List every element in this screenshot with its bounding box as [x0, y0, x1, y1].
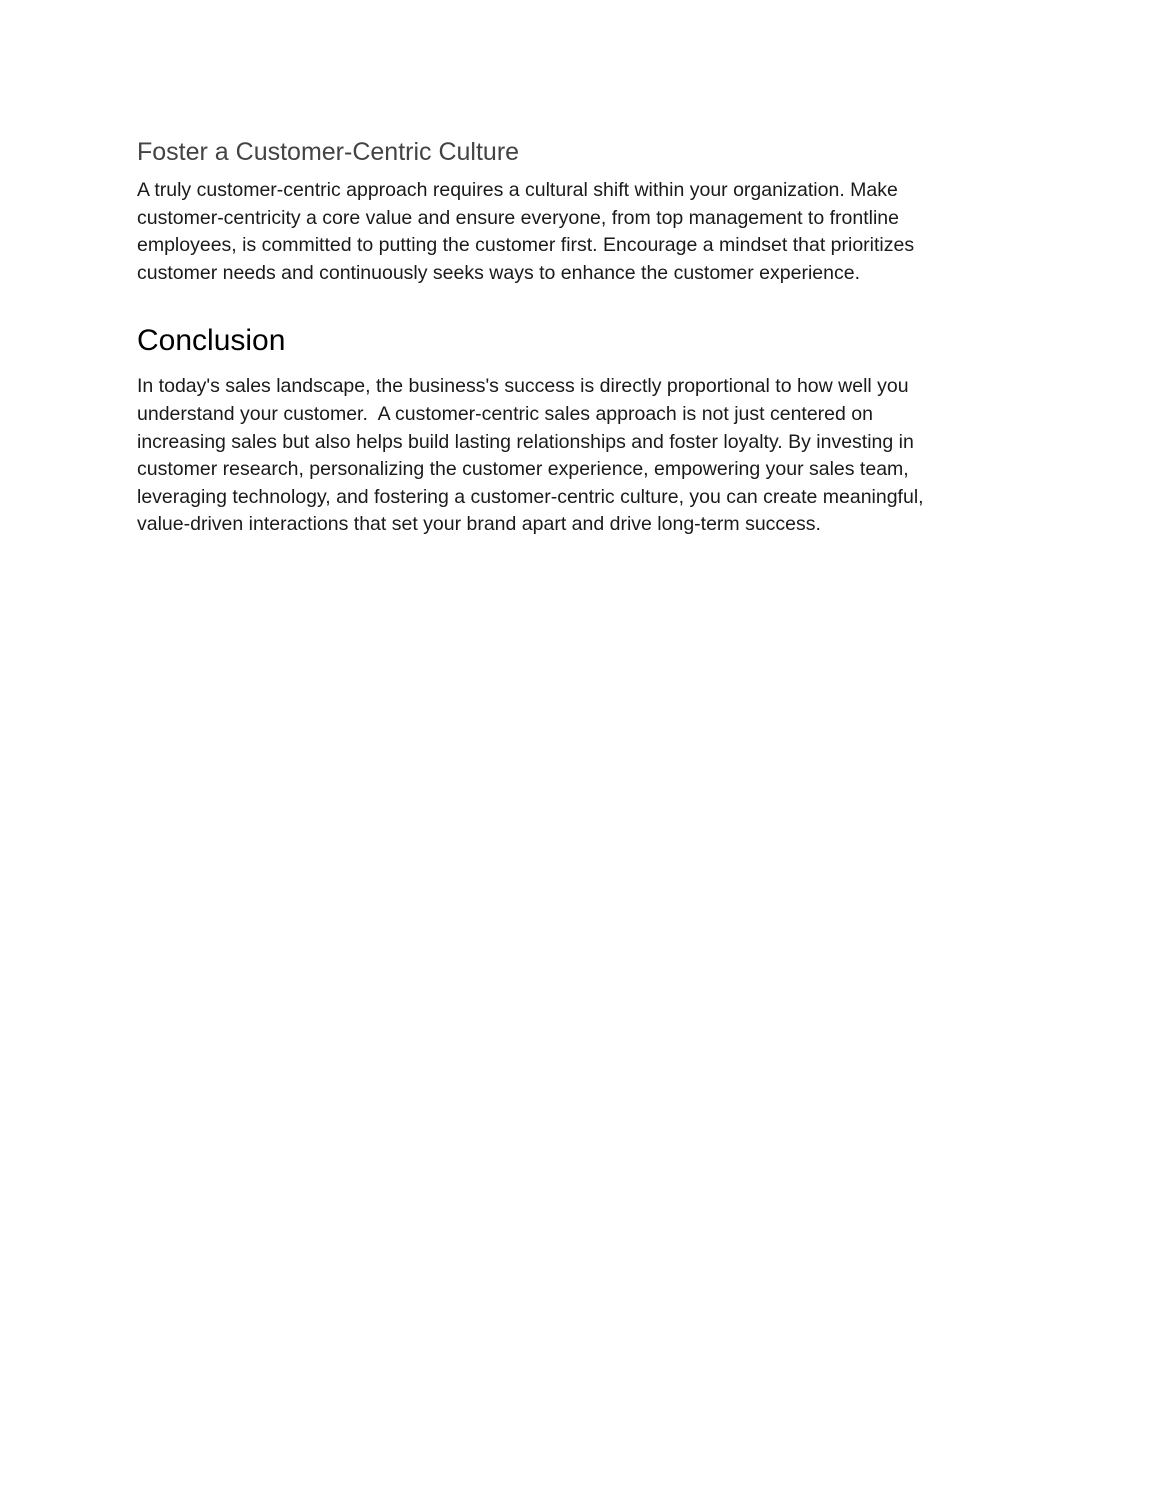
section-paragraph-customer-centric-culture	[137, 177, 997, 287]
paragraph-line: value-driven interactions that set your brand apart and drive long-term success.	[137, 513, 821, 536]
paragraph-line: employees, is committed to putting the customer first. Encourage a mindset that prioritizes	[137, 234, 915, 257]
section-heading-customer-centric-culture: Foster a Customer-Centric Culture	[137, 138, 520, 166]
paragraph-line: A truly customer-centric approach requires a cultural shift within your organization. Make	[137, 179, 898, 201]
section-paragraph-conclusion	[137, 373, 997, 539]
paragraph-line: leveraging technology, and fostering a customer-centric culture, you can create meaningful,	[137, 485, 924, 508]
section-heading-conclusion: Conclusion	[137, 324, 286, 358]
paragraph-line: understand your customer. A customer-centric sales approach is not just centered on	[137, 402, 873, 425]
paragraph-line: In today's sales landscape, the business's success is directly proportional to how well you	[137, 375, 909, 398]
paragraph-line: increasing sales but also helps build lasting relationships and foster loyalty. By investing in	[137, 430, 914, 453]
paragraph-line: customer research, personalizing the customer experience, empowering your sales team,	[137, 458, 909, 481]
document-content	[137, 136, 997, 539]
paragraph-line: customer-centricity a core value and ensure everyone, from top management to frontline	[137, 206, 899, 229]
paragraph-line: customer needs and continuously seeks ways to enhance the customer experience.	[137, 261, 860, 284]
